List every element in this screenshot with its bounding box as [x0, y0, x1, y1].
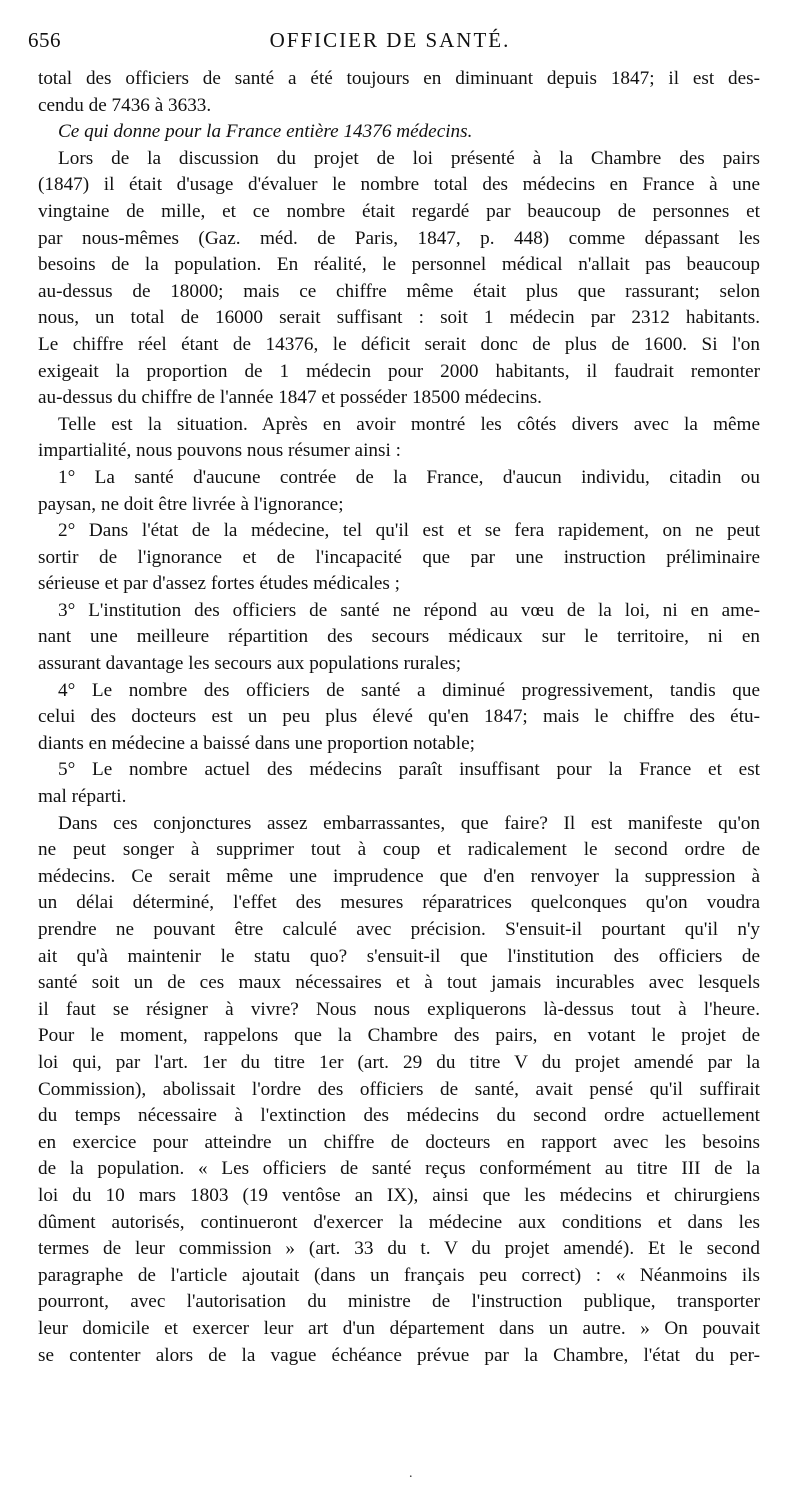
text-line: sérieuse et par d'assez fortes études médicales ; — [38, 573, 401, 595]
text-line: en exercice pour atteindre un chiffre de docteurs en rapport avec les besoins — [38, 1131, 760, 1153]
text-line: de la population. « Les officiers de santé reçus conformément au titre III de la — [38, 1158, 760, 1180]
text-line: nous, un total de 16000 serait suffisant : soit 1 médecin par 2312 habitants. — [38, 307, 760, 329]
text-line: Dans ces conjonctures assez embarrassantes, que faire? Il est manifeste qu'on — [58, 812, 760, 834]
text-line: dûment autorisés, continueront d'exercer la médecine aux conditions et dans les — [38, 1211, 760, 1233]
text-line: mal réparti. — [38, 786, 127, 808]
text-line: Le chiffre réel étant de 14376, le déficit serait donc de plus de 1600. Si l'on — [38, 333, 760, 355]
text-line: ait qu'à maintenir le statu quo? s'ensuit-il que l'institution des officiers de — [38, 945, 760, 967]
text-line: diants en médecine a baissé dans une proportion notable; — [38, 732, 475, 754]
text-line: Telle est la situation. Après en avoir montré les côtés divers avec la même — [58, 413, 760, 435]
text-line: 5° Le nombre actuel des médecins paraît insuffisant pour la France et est — [58, 759, 760, 781]
text-line: pourront, avec l'autorisation du ministre de l'instruction publique, transporter — [38, 1291, 760, 1313]
text-line: (1847) il était d'usage d'évaluer le nombre total des médecins en France à une — [38, 174, 760, 196]
text-line: besoins de la population. En réalité, le personnel médical n'allait pas beaucoup — [38, 254, 760, 276]
text-line: Pour le moment, rappelons que la Chambre des pairs, en votant le projet de — [38, 1025, 760, 1047]
text-line: prendre ne pouvant être calculé avec précision. S'ensuit-il pourtant qu'il n'y — [38, 919, 760, 940]
footer-mark: . — [409, 1466, 413, 1481]
text-line: Ce qui donne pour la France entière 14376 médecins. — [58, 121, 473, 143]
page-number: 656 — [28, 28, 61, 52]
text-line: total des officiers de santé a été toujours en diminuant depuis 1847; il est des- — [38, 68, 760, 89]
text-line: du temps nécessaire à l'extinction des médecins du second ordre actuellement — [38, 1105, 760, 1127]
page-header — [28, 28, 752, 58]
text-line: Commission), abolissait l'ordre des officiers de santé, avait pensé qu'il suffirait — [38, 1078, 760, 1100]
text-line: au-dessus de 18000; mais ce chiffre même était plus que rassurant; selon — [38, 280, 760, 302]
text-line: 1° La santé d'aucune contrée de la France, d'aucun individu, citadin ou — [58, 466, 760, 488]
text-line: loi du 10 mars 1803 (19 ventôse an IX), ainsi que les médecins et chirurgiens — [38, 1184, 760, 1206]
text-line: leur domicile et exercer leur art d'un département dans un autre. » On pouvait — [38, 1317, 760, 1339]
text-line: il faut se résigner à vivre? Nous nous expliquerons là-dessus tout à l'heure. — [38, 998, 760, 1020]
text-line: Lors de la discussion du projet de loi présenté à la Chambre des pairs — [58, 147, 760, 169]
text-line: loi qui, par l'art. 1er du titre 1er (art. 29 du titre V du projet amendé par la — [38, 1051, 760, 1073]
text-line: assurant davantage les secours aux populations rurales; — [38, 653, 462, 675]
text-line: au-dessus du chiffre de l'année 1847 et posséder 18500 médecins. — [38, 387, 542, 409]
text-line: ne peut songer à supprimer tout à coup et radicalement le second ordre de — [38, 839, 760, 861]
text-line: exigeait la proportion de 1 médecin pour 2000 habitants, il faudrait remonter — [38, 360, 760, 382]
text-line: par nous-mêmes (Gaz. méd. de Paris, 1847, p. 448) comme dépassant les — [38, 227, 760, 249]
text-line — [38, 1369, 760, 1396]
text-line: médecins. Ce serait même une imprudence que d'en renvoyer la suppression à — [38, 865, 760, 887]
text-line: un délai déterminé, l'effet des mesures réparatrices quelconques qu'on voudra — [38, 892, 760, 914]
running-title: OFFICIER DE SANTÉ. — [269, 28, 511, 52]
text-line: sortir de l'ignorance et de l'incapacité que par une instruction préliminaire — [38, 546, 760, 568]
text-line: se contenter alors de la vague échéance prévue par la Chambre, l'état du per- — [38, 1344, 760, 1366]
text-line: paysan, ne doit être livrée à l'ignorance; — [38, 493, 344, 515]
text-line: celui des docteurs est un peu plus élevé qu'en 1847; mais le chiffre des étu- — [38, 706, 760, 728]
text-line: 3° L'institution des officiers de santé ne répond au vœu de la loi, ni en ame- — [58, 599, 760, 621]
body-text — [38, 66, 760, 1396]
text-line: santé soit un de ces maux nécessaires et à tout jamais incurables avec lesquels — [38, 972, 760, 994]
text-line: 2° Dans l'état de la médecine, tel qu'il est et se fera rapidement, on ne peut — [58, 520, 760, 542]
text-line: nant une meilleure répartition des secours médicaux sur le territoire, ni en — [38, 626, 760, 648]
text-line: termes de leur commission » (art. 33 du t. V du projet amendé). Et le second — [38, 1238, 760, 1260]
text-line: impartialité, nous pouvons nous résumer ainsi : — [38, 440, 401, 462]
text-line: cendu de 7436 à 3633. — [38, 94, 212, 116]
text-line: vingtaine de mille, et ce nombre était regardé par beaucoup de personnes et — [38, 200, 760, 222]
text-line: 4° Le nombre des officiers de santé a diminué progressivement, tandis que — [58, 679, 760, 701]
text-line: paragraphe de l'article ajoutait (dans un français peu correct) : « Néanmoins ils — [38, 1264, 760, 1286]
